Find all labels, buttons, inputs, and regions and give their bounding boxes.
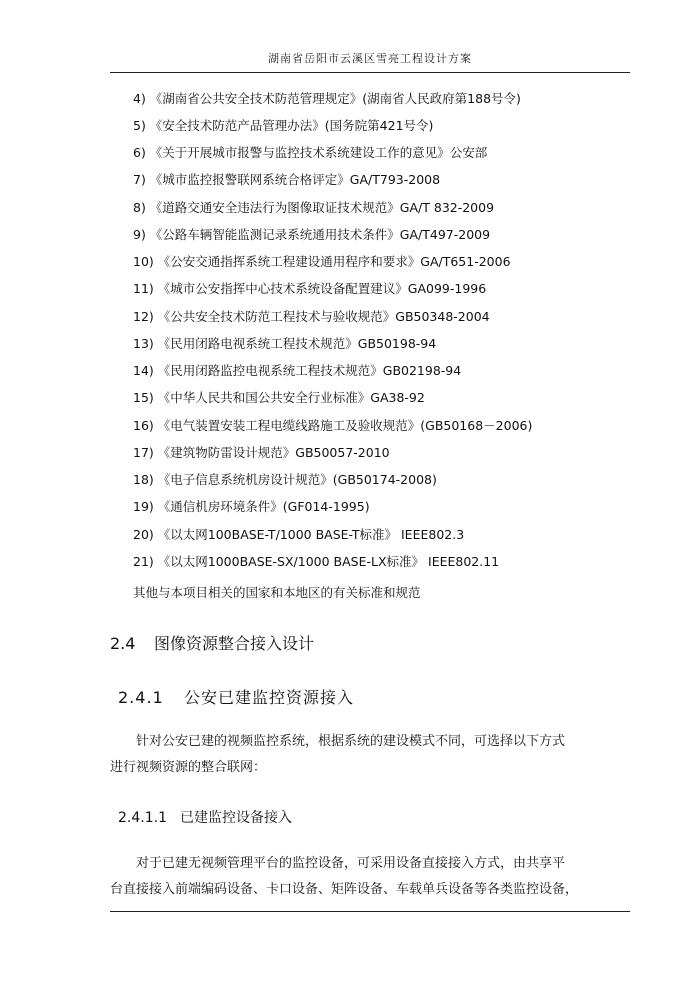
reference-item: 12) 《公共安全技术防范工程技术与验收规范》GB50348-2004 <box>133 309 490 324</box>
section-title: 公安已建监控资源接入 <box>184 688 355 707</box>
footer-divider <box>110 911 630 912</box>
reference-item: 9) 《公路车辆智能监测记录系统通用技术条件》GA/T497-2009 <box>133 227 491 242</box>
paragraph-text: 对于已建无视频管理平台的监控设备，可采用设备直接接入方式，由共享平 <box>136 856 566 871</box>
paragraph-line: 台直接接入前端编码设备、卡口设备、矩阵设备、车载单兵设备等各类监控设备， <box>110 882 579 897</box>
section-heading-2-4 <box>110 631 314 654</box>
reference-item: 16) 《电气装置安装工程电缆线路施工及验收规范》(GB50168－2006) <box>133 418 533 433</box>
paragraph-2-4-1-1 <box>110 851 630 903</box>
paragraph-2-4-1 <box>110 729 630 781</box>
reference-item: 20) 《以太网100BASE-T/1000 BASE-T标准》 IEEE802.3 <box>133 527 465 542</box>
reference-item: 6) 《关于开展城市报警与监控技术系统建设工作的意见》公安部 <box>133 145 488 160</box>
reference-item: 11) 《城市公安指挥中心技术系统设备配置建议》GA099-1996 <box>133 281 487 296</box>
section-heading-2-4-1 <box>118 685 354 708</box>
section-heading-2-4-1-1 <box>118 807 292 827</box>
reference-item: 8) 《道路交通安全违法行为图像取证技术规范》GA/T 832-2009 <box>133 200 495 215</box>
page-header: 湖南省岳阳市云溪区雪亮工程设计方案 <box>268 52 472 65</box>
reference-item: 7) 《城市监控报警联网系统合格评定》GA/T793-2008 <box>133 172 441 187</box>
section-number: 2.4.1 <box>118 688 164 707</box>
reference-item: 5) 《安全技术防范产品管理办法》(国务院第421号令) <box>133 118 434 133</box>
paragraph-text: 针对公安已建的视频监控系统，根据系统的建设模式不同，可选择以下方式 <box>136 734 566 749</box>
paragraph-line <box>110 851 630 877</box>
section-number: 2.4.1.1 <box>118 810 167 826</box>
reference-item: 21) 《以太网1000BASE-SX/1000 BASE-LX标准》 IEEE802.11 <box>133 554 500 569</box>
reference-item: 14) 《民用闭路监控电视系统工程技术规范》GB02198-94 <box>133 363 462 378</box>
reference-item: 15) 《中华人民共和国公共安全行业标准》GA38-92 <box>133 390 425 405</box>
reference-item: 18) 《电子信息系统机房设计规范》(GB50174-2008) <box>133 472 437 487</box>
reference-item: 13) 《民用闭路电视系统工程技术规范》GB50198-94 <box>133 336 437 351</box>
reference-item: 17) 《建筑物防雷设计规范》GB50057-2010 <box>133 445 390 460</box>
paragraph-line: 进行视频资源的整合联网： <box>110 760 267 775</box>
section-title: 已建监控设备接入 <box>180 810 292 826</box>
reference-item: 19) 《通信机房环境条件》(GF014-1995) <box>133 499 370 514</box>
section-title: 图像资源整合接入设计 <box>154 634 315 653</box>
section-number: 2.4 <box>110 634 136 653</box>
references-note: 其他与本项目相关的国家和本地区的有关标准和规范 <box>133 585 421 600</box>
reference-item: 4) 《湖南省公共安全技术防范管理规定》(湖南省人民政府第188号令) <box>133 91 521 106</box>
reference-item: 10) 《公安交通指挥系统工程建设通用程序和要求》GA/T651-2006 <box>133 254 511 269</box>
paragraph-line <box>110 729 630 755</box>
header-divider <box>110 72 630 73</box>
